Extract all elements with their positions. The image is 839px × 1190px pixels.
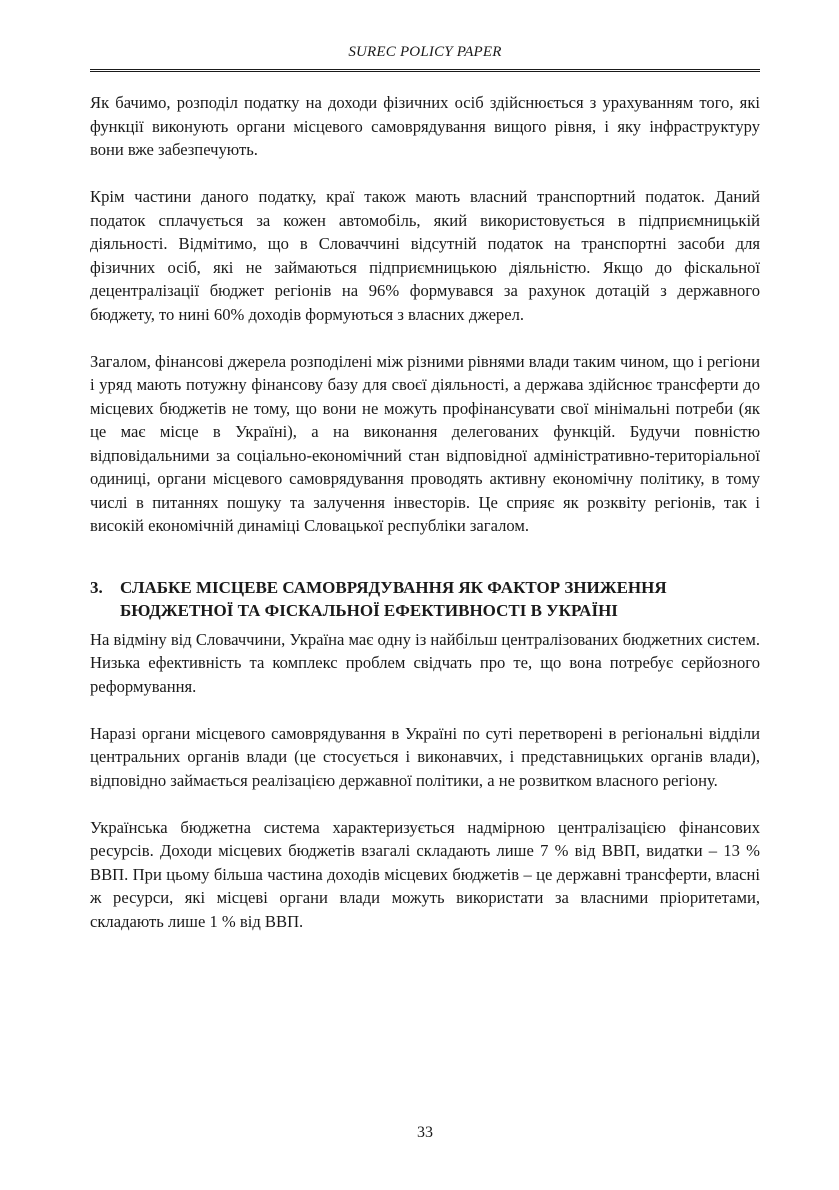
section-number: 3. (90, 577, 103, 597)
paragraph-3: Загалом, фінансові джерела розподілені між різними рівнями влади таким чином, що і регіони і уряд мають потужну фінансову базу для своєї діяльності, а держава здійснює трансферти до місцевих бюджетів не тому, що вони не можуть профінансувати свої мінімальні потреби (як це має місце в Україні), а на виконання делегованих функцій. Будучи повністю відповідальними за соціально-економічний стан відповідної адміністративно-територіальної одиниці, органи місцевого самоврядування проводять активну економічну політику, в тому числі в питаннях пошуку та залучення інвесторів. Це сприяє як розквіту регіонів, так і високій економічній динаміці Словацької республіки загалом. (90, 351, 760, 535)
section-title: СЛАБКЕ МІСЦЕВЕ САМОВРЯДУВАННЯ ЯК ФАКТОР ЗНИЖЕННЯ БЮДЖЕТНОЇ ТА ФІСКАЛЬНОЇ ЕФЕКТИВНОСТІ В УКРАЇНІ (120, 577, 667, 620)
page-body (90, 91, 760, 957)
section-heading (90, 576, 760, 622)
paragraph-5: Наразі органи місцевого самоврядування в Україні по суті перетворені в регіональні відділи центральних органів влади (це стосується і виконавчих, і представницьких органів влади), відповідно займається реалізацією державної політики, а не розвитком власного регіону. (90, 723, 760, 790)
page-number: 33 (417, 1124, 433, 1141)
paragraph-4: На відміну від Словаччини, Україна має одну із найбільш централізованих бюджетних систем. Низька ефективність та комплекс проблем свідчать про те, що вона потребує серйозного реформування. (90, 629, 760, 696)
paragraph-2: Крім частини даного податку, краї також мають власний транспортний податок. Даний податок сплачується за кожен автомобіль, який використовується в підприємницькій діяльності. Відмітимо, що в Словаччині відсутній податок на транспортні засоби для фізичних осіб, які не займаються підприємницькою діяльністю. Якщо до фіскальної децентралізації бюджет регіонів на 96% формувався за рахунок дотацій з державного бюджету, то нині 60% доходів формуються з власних джерел. (90, 187, 760, 324)
paragraph-1: Як бачимо, розподіл податку на доходи фізичних осіб здійснюється з урахуванням того, які функції виконують органи місцевого самоврядування вищого рівня, і яку інфраструктуру вони вже забезпечують. (90, 93, 760, 159)
paragraph-6: Українська бюджетна система характеризується надмірною централізацією фінансових ресурсів. Доходи місцевих бюджетів взагалі складають лише 7 % від ВВП, видатки – 13 % ВВП. При цьому більша частина доходів місцевих бюджетів – це державні трансферти, власні ж ресурси, які місцеві органи влади можуть використати за власними пріоритетами, складають лише 1 % від ВВП. (90, 817, 760, 931)
header-divider (90, 69, 760, 72)
running-header: SUREC POLICY PAPER (348, 44, 502, 60)
